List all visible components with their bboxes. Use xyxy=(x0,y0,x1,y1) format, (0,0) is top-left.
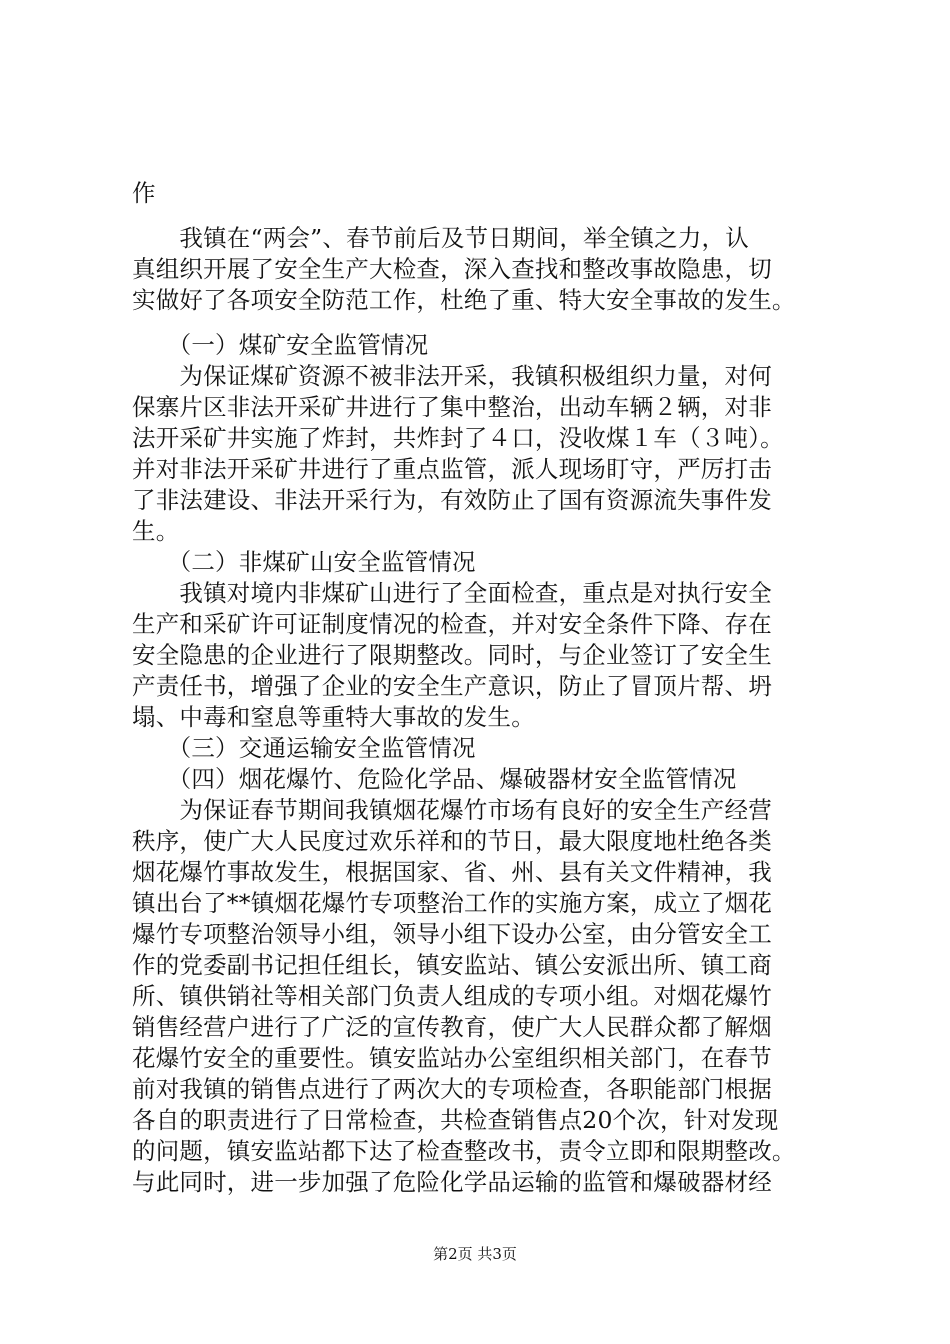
paragraph-line: 镇出台了**镇烟花爆竹专项整治工作的实施方案，成立了烟花 xyxy=(132,889,773,917)
paragraph-line: 前对我镇的销售点进行了两次大的专项检查，各职能部门根据 xyxy=(132,1075,772,1103)
section-heading: （二）非煤矿山安全监管情况 xyxy=(132,548,476,576)
text-line: 作 xyxy=(132,179,156,207)
page-footer: 第2页 共3页 xyxy=(433,1245,517,1263)
paragraph-line: 爆竹专项整治领导小组，领导小组下设办公室，由分管安全工 xyxy=(132,920,772,948)
paragraph-line: 所、镇供销社等相关部门负责人组成的专项小组。对烟花爆竹 xyxy=(132,982,772,1010)
paragraph-line: 了非法建设、非法开采行为，有效防止了国有资源流失事件发 xyxy=(132,486,772,514)
paragraph-line: 花爆竹安全的重要性。镇安监站办公室组织相关部门，在春节 xyxy=(132,1044,772,1072)
paragraph-line: 法开采矿井实施了炸封，共炸封了４口，没收煤１车（３吨）。 xyxy=(132,424,784,452)
paragraph-line: 并对非法开采矿井进行了重点监管，派人现场盯守，严厉打击 xyxy=(132,455,772,483)
paragraph-line: 为保证煤矿资源不被非法开采，我镇积极组织力量，对何 xyxy=(132,362,772,390)
paragraph-line: 塌、中毒和窒息等重特大事故的发生。 xyxy=(132,703,535,731)
paragraph-line: 秩序，使广大人民度过欢乐祥和的节日，最大限度地杜绝各类 xyxy=(132,827,772,855)
section-heading: （四）烟花爆竹、危险化学品、爆破器材安全监管情况 xyxy=(132,765,737,793)
paragraph-line: 安全隐患的企业进行了限期整改。同时，与企业签订了安全生 xyxy=(132,641,772,669)
paragraph-line: 保寨片区非法开采矿井进行了集中整治，出动车辆２辆，对非 xyxy=(132,393,772,421)
paragraph-line: 各自的职责进行了日常检查，共检查销售点20个次，针对发现 xyxy=(132,1106,779,1134)
paragraph-line: 的问题，镇安监站都下达了检查整改书，责令立即和限期整改。 xyxy=(132,1137,796,1165)
paragraph-line: 烟花爆竹事故发生，根据国家、省、州、县有关文件精神，我 xyxy=(132,858,772,886)
paragraph-line: 真组织开展了安全生产大检查，深入查找和整改事故隐患，切 xyxy=(132,255,772,283)
paragraph-line: 作的党委副书记担任组长，镇安监站、镇公安派出所、镇工商 xyxy=(132,951,772,979)
paragraph-line: 实做好了各项安全防范工作，杜绝了重、特大安全事故的发生。 xyxy=(132,286,796,314)
section-heading: （一）煤矿安全监管情况 xyxy=(132,331,429,359)
paragraph-line: 销售经营户进行了广泛的宣传教育，使广大人民群众都了解烟 xyxy=(132,1013,772,1041)
section-heading: （三）交通运输安全监管情况 xyxy=(132,734,476,762)
paragraph-line: 与此同时，进一步加强了危险化学品运输的监管和爆破器材经 xyxy=(132,1168,772,1196)
paragraph-line: 我镇对境内非煤矿山进行了全面检查，重点是对执行安全 xyxy=(132,579,772,607)
paragraph-line: 为保证春节期间我镇烟花爆竹市场有良好的安全生产经营 xyxy=(132,796,772,824)
paragraph-line: 我镇在“两会”、春节前后及节日期间，举全镇之力，认 xyxy=(132,224,749,252)
paragraph-line: 生产和采矿许可证制度情况的检查，并对安全条件下降、存在 xyxy=(132,610,772,638)
paragraph-line: 生。 xyxy=(132,517,180,545)
paragraph-line: 产责任书，增强了企业的安全生产意识，防止了冒顶片帮、坍 xyxy=(132,672,772,700)
